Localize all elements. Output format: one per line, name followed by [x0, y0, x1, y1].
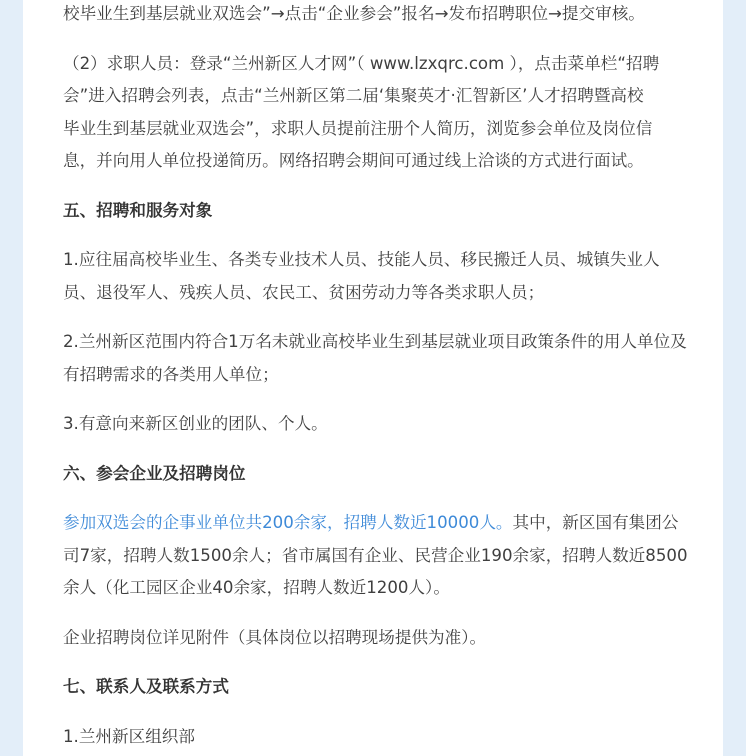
- positions-note: 企业招聘岗位详见附件（具体岗位以招聘现场提供为准）。: [63, 627, 487, 647]
- section-heading-6: 六、参会企业及招聘岗位: [63, 463, 246, 483]
- companies-line-rest: 其中，新区国有集团公: [512, 513, 679, 532]
- article-card: [23, 0, 723, 756]
- companies-line: 余人（化工园区企业40余家，招聘人数近1200人）。: [63, 578, 450, 597]
- companies-paragraph: [63, 507, 735, 605]
- section-heading-7: 七、联系人及联系方式: [63, 677, 229, 696]
- article-body: [63, 0, 735, 753]
- target-item-3: 3.有意向来新区创业的团队、个人。: [63, 414, 328, 433]
- job-seekers-line: 息，并向用人单位投递简历。网络招聘会期间可通过线上洽谈的方式进行面试。: [63, 151, 644, 170]
- job-seekers-line: （2）求职人员：登录“兰州新区人才网”（ www.lzxqrc.com ），点击菜单栏“招聘: [63, 53, 660, 73]
- intro-tail-paragraph: 校毕业生到基层就业双选会”→点击“企业参会”报名→发布招聘职位→提交审核。: [63, 4, 645, 23]
- companies-line: [63, 507, 735, 540]
- target-item-line: 1.应往届高校毕业生、各类专业技术人员、技能人员、移民搬迁人员、城镇失业人: [63, 250, 660, 269]
- target-item-1: [63, 244, 735, 309]
- section-heading-5: 五、招聘和服务对象: [63, 200, 213, 220]
- job-seekers-line: 毕业生到基层就业双选会”，求职人员提前注册个人简历，浏览参会单位及岗位信: [63, 118, 653, 138]
- target-item-line: 有招聘需求的各类用人单位；: [63, 364, 279, 384]
- job-seekers-paragraph: [63, 48, 735, 178]
- target-item-2: [63, 326, 735, 391]
- contact-item-1: 1.兰州新区组织部: [63, 726, 195, 746]
- companies-highlight: 参加双选会的企事业单位共200余家，招聘人数近10000人。: [63, 513, 513, 532]
- left-margin: [0, 0, 23, 756]
- target-item-line: 2.兰州新区范围内符合1万名未就业高校毕业生到基层就业项目政策条件的用人单位及: [63, 332, 687, 351]
- job-seekers-line: 会”进入招聘会列表，点击“兰州新区第二届‘集聚英才·汇智新区’人才招聘暨高校: [63, 86, 644, 105]
- companies-line: 司7家，招聘人数1500余人；省市属国有企业、民营企业190余家，招聘人数近8500: [63, 545, 688, 565]
- target-item-line: 员、退役军人、残疾人员、农民工、贫困劳动力等各类求职人员；: [63, 282, 545, 302]
